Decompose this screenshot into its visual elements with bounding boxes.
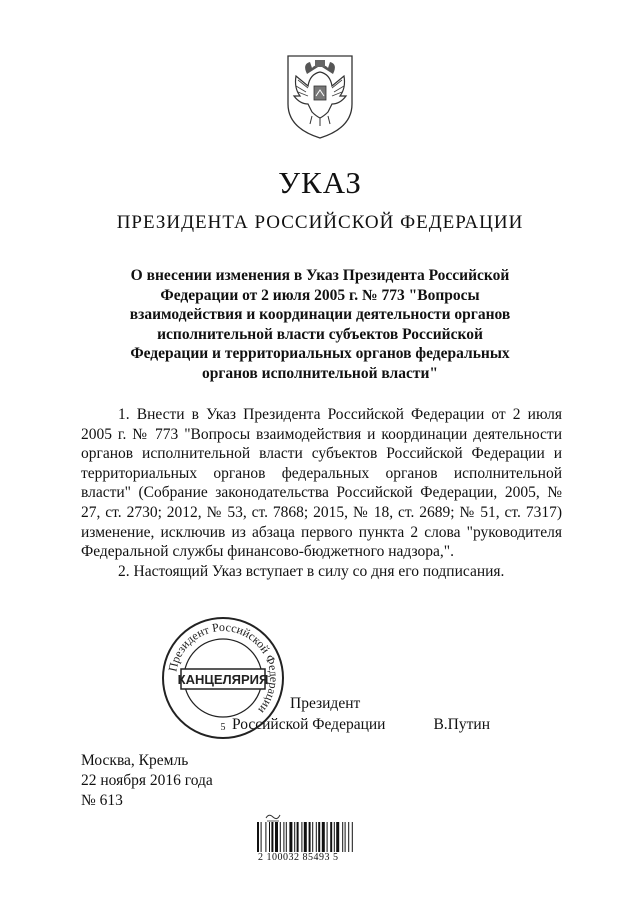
stamp-number: 5 — [220, 722, 226, 733]
heading-line: Федерации и территориальных органов федеральных — [130, 345, 510, 362]
decree-body — [81, 405, 562, 581]
chancellery-stamp — [160, 614, 286, 742]
heading-line: исполнительной власти субъектов Российской — [157, 325, 483, 343]
decree-number: № 613 — [81, 792, 123, 809]
signature-title-line1: Президент — [290, 695, 361, 712]
date: 22 ноября 2016 года — [81, 772, 213, 789]
stamp-ring-text: Президент Российской Федерации — [165, 619, 282, 717]
small-mark-icon — [265, 812, 281, 822]
stamp-center-text: КАНЦЕЛЯРИЯ — [177, 672, 269, 687]
document-title: УКАЗ — [278, 165, 362, 200]
heading-line: О внесении изменения в Указ Президента Российской — [130, 267, 510, 284]
place: Москва, Кремль — [81, 752, 189, 769]
document-subtitle: ПРЕЗИДЕНТА РОССИЙСКОЙ ФЕДЕРАЦИИ — [116, 212, 524, 233]
barcode — [257, 822, 382, 852]
coat-of-arms-icon — [282, 52, 358, 140]
heading-line: Федерации от 2 июля 2005 г. № 773 "Вопросы — [160, 286, 480, 304]
paragraph-2: 2. Настоящий Указ вступает в силу со дня его подписания. — [118, 562, 505, 580]
signatory-name: В.Путин — [433, 716, 490, 733]
signature-title-line2: Российской Федерации — [232, 716, 386, 733]
place-date-block — [81, 751, 213, 811]
heading-line: взаимодействия и координации деятельности органов — [129, 306, 511, 323]
barcode-digits: 2 100032 85493 5 — [258, 852, 339, 863]
decree-heading — [124, 266, 516, 383]
paragraph-1: 1. Внести в Указ Президента Российской Федерации от 2 июля 2005 г. № 773 "Вопросы взаимодействия и координации деятельности органов исполнительной власти субъектов Российской Федерации и территориальных органов федеральных органов исполнительной власти" (Собрание законодательства Российской Федерации, 2005, № 27, ст. 2730; 2012, № 53, ст. 7868; 2015, № 18, ст. 2689; № 51, ст. 7317) изменение, исключив из абзаца первого пункта 2 слова "руководителя Федеральной службы финансово-бюджетного надзора,". — [81, 406, 562, 561]
heading-line: органов исполнительной власти" — [201, 364, 439, 382]
